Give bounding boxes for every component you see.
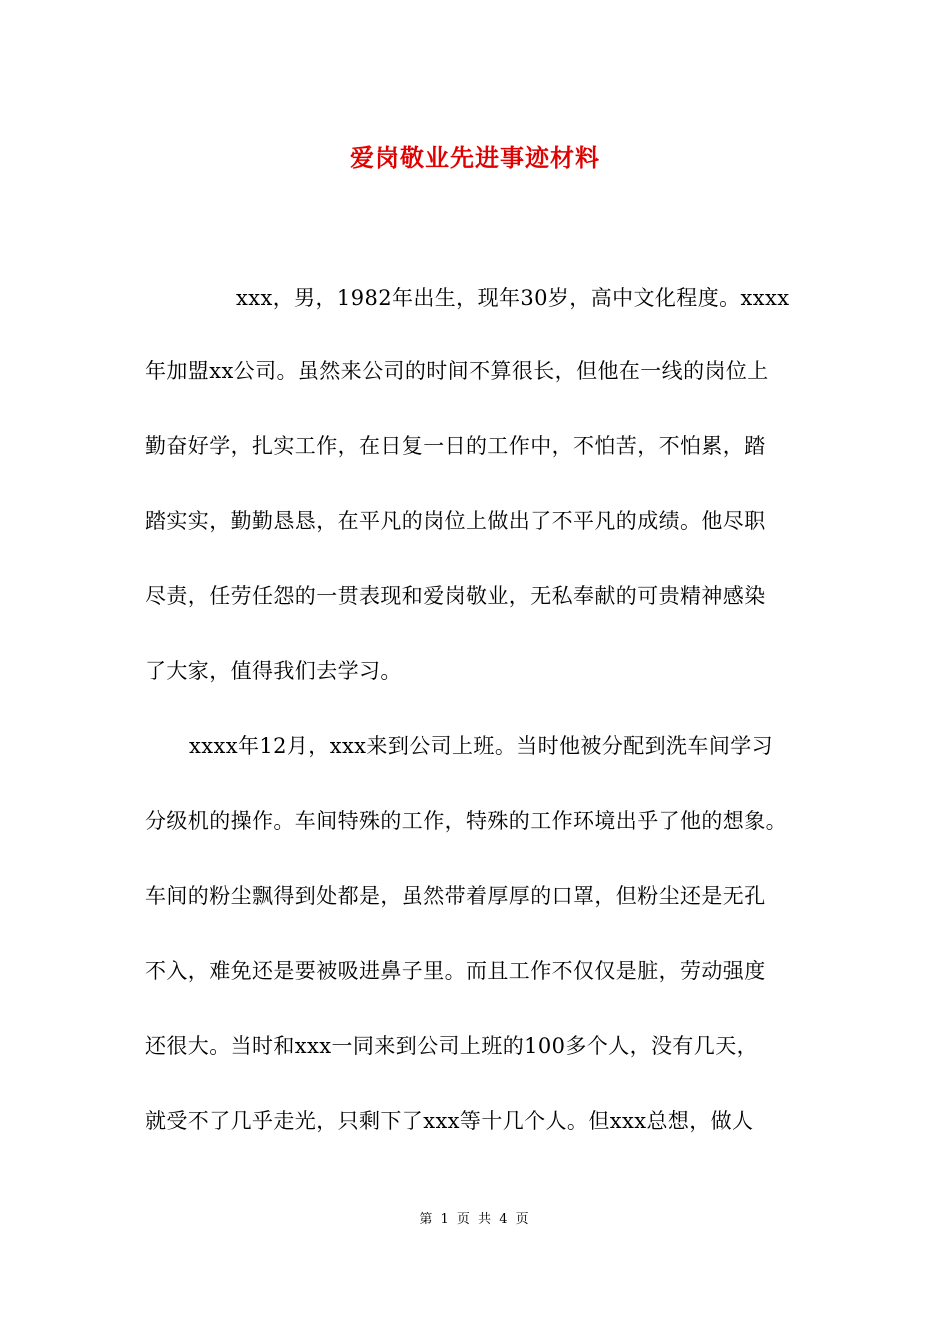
text-line: 还很大。当时和xxx一同来到公司上班的100多个人，没有几天， (145, 1034, 759, 1058)
text-line: 车间的粉尘飘得到处都是，虽然带着厚厚的口罩，但粉尘还是无孔 (145, 884, 766, 908)
text-line: 不入，难免还是要被吸进鼻子里。而且工作不仅仅是脏，劳动强度 (145, 959, 766, 983)
text-line: 就受不了几乎走光，只剩下了xxx等十几个人。但xxx总想，做人 (145, 1109, 754, 1133)
document-title: 爱岗敬业先进事迹材料 (350, 143, 600, 172)
text-line: 年加盟xx公司。虽然来公司的时间不算很长，但他在一线的岗位上 (145, 359, 769, 383)
text-line: 了大家，值得我们去学习。 (145, 659, 402, 683)
text-line: 踏实实，勤勤恳恳，在平凡的岗位上做出了不平凡的成绩。他尽职 (145, 509, 766, 533)
text-line: 尽责，任劳任怨的一贯表现和爱岗敬业，无私奉献的可贵精神感染 (145, 584, 766, 608)
text-line: xxx，男，1982年出生，现年30岁，高中文化程度。xxxx (236, 286, 790, 310)
page-number: 第 1 页 共 4 页 (419, 1212, 531, 1227)
text-line: 分级机的操作。车间特殊的工作，特殊的工作环境出乎了他的想象。 (145, 809, 787, 833)
text-line: xxxx年12月，xxx来到公司上班。当时他被分配到洗车间学习 (189, 734, 774, 758)
text-line: 勤奋好学，扎实工作，在日复一日的工作中，不怕苦，不怕累，踏 (145, 434, 766, 458)
